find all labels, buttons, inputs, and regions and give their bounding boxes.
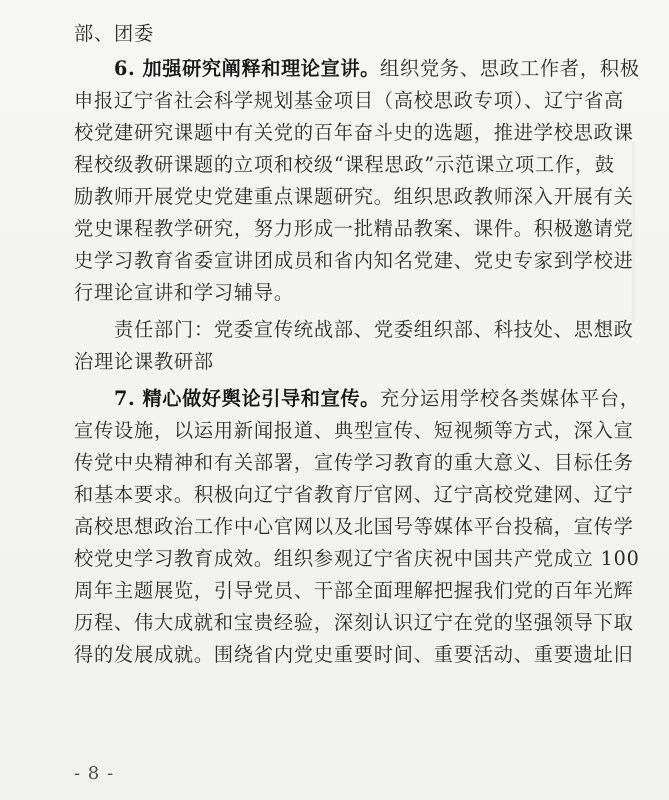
text-line: 程校级教研课题的立项和校级“课程思政”示范课立项工作，鼓 <box>74 153 615 176</box>
text-line: 历程、伟大成就和宝贵经验，深刻认识辽宁在党的坚强领导下取 <box>74 611 634 634</box>
section-7-heading: 7. 精心做好舆论引导和宣传。 <box>114 387 380 410</box>
section-6-lead: 组织党务、思政工作者，积极 <box>379 57 640 80</box>
scan-shadow <box>632 142 635 322</box>
section-6-paragraph <box>74 53 640 85</box>
text-line: 行理论宣讲和学习辅导。 <box>74 281 294 304</box>
text-line: 校党史学习教育成效。组织参观辽宁省庆祝中国共产党成立 100 <box>74 547 640 570</box>
text-line: 传党中央精神和有关部署，宣传学习教育的重大意义、目标任务 <box>74 451 634 474</box>
page-number: - 8 - <box>74 763 115 784</box>
text-line: 校党建研究课题中有关党的百年奋斗史的选题，推进学校思政课 <box>74 121 634 144</box>
text-line: 周年主题展览，引导党员、干部全面理解把握我们党的百年光辉 <box>74 579 634 602</box>
section-7-lead: 充分运用学校各类媒体平台， <box>379 387 640 410</box>
text-line: 得的发展成就。围绕省内党史重要时间、重要活动、重要遗址旧 <box>74 643 634 666</box>
text-line: 部、团委 <box>74 22 154 45</box>
text-line: 党史课程教学研究，努力形成一批精品教案、课件。积极邀请党 <box>74 217 634 240</box>
section-6-heading: 6. 加强研究阐释和理论宣讲。 <box>114 57 380 80</box>
text-line: 高校思想政治工作中心官网以及北国号等媒体平台投稿，宣传学 <box>74 515 634 538</box>
text-line: 申报辽宁省社会科学规划基金项目（高校思政专项）、辽宁省高 <box>74 89 625 112</box>
text-line: 宣传设施，以运用新闻报道、典型宣传、短视频等方式，深入宣 <box>74 419 634 442</box>
section-7-paragraph <box>74 383 640 415</box>
text-line: 史学习教育省委宣讲团成员和省内知名党建、党史专家到学校进 <box>74 249 634 272</box>
text-line: 励教师开展党史党建重点课题研究。组织思政教师深入开展有关 <box>74 185 634 208</box>
text-line: 和基本要求。积极向辽宁省教育厅官网、辽宁高校党建网、辽宁 <box>74 483 634 506</box>
responsibility-line: 责任部门：党委宣传统战部、党委组织部、科技处、思想政 <box>114 318 634 341</box>
responsibility-line-continuation: 治理论课教研部 <box>74 350 214 373</box>
